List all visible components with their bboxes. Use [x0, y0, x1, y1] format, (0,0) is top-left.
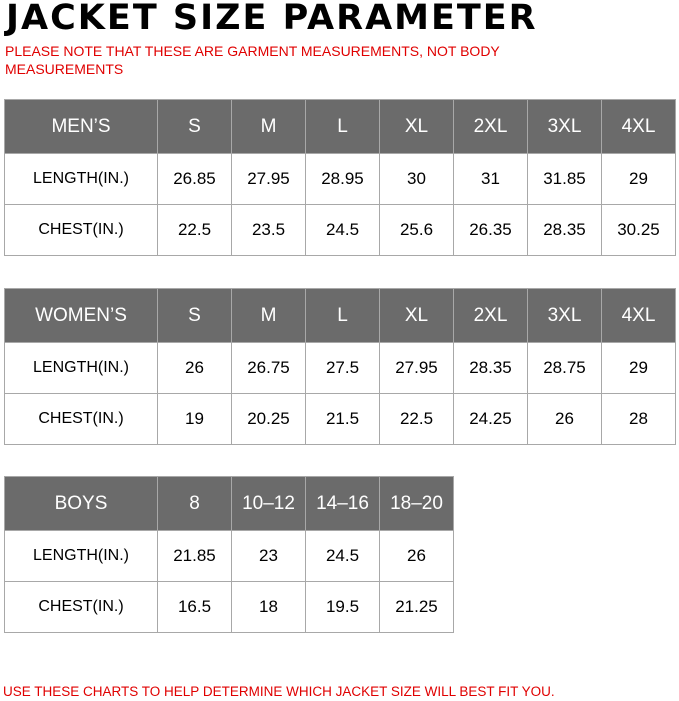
size-header: M: [232, 289, 306, 343]
table-cell: 18: [232, 582, 306, 633]
table-row: [5, 582, 454, 633]
table-cell: 26: [158, 343, 232, 394]
table-cell: 31: [454, 154, 528, 205]
size-header: 2XL: [454, 289, 528, 343]
table-header-row: [5, 289, 676, 343]
boys-size-table: [4, 476, 454, 633]
table-cell: 19.5: [306, 582, 380, 633]
size-header: XL: [380, 289, 454, 343]
table-cell: 31.85: [528, 154, 602, 205]
size-header: S: [158, 100, 232, 154]
womens-size-table: [4, 288, 676, 445]
size-header: L: [306, 100, 380, 154]
table-header-row: [5, 477, 454, 531]
row-label: CHEST(IN.): [5, 582, 158, 633]
table-cell: 26.75: [232, 343, 306, 394]
table-cell: 27.95: [380, 343, 454, 394]
row-label: LENGTH(IN.): [5, 343, 158, 394]
table-cell: 26.85: [158, 154, 232, 205]
size-header: 4XL: [602, 100, 676, 154]
table-cell: 30: [380, 154, 454, 205]
size-header: 3XL: [528, 100, 602, 154]
table-cell: 16.5: [158, 582, 232, 633]
mens-size-table: [4, 99, 676, 256]
size-header: M: [232, 100, 306, 154]
table-cell: 26: [380, 531, 454, 582]
size-header: S: [158, 289, 232, 343]
table-cell: 22.5: [158, 205, 232, 256]
table-cell: 30.25: [602, 205, 676, 256]
size-header: 3XL: [528, 289, 602, 343]
table-header-label: BOYS: [5, 477, 158, 531]
table-cell: 21.85: [158, 531, 232, 582]
row-label: CHEST(IN.): [5, 205, 158, 256]
table-cell: 28: [602, 394, 676, 445]
table-cell: 23: [232, 531, 306, 582]
table-cell: 29: [602, 343, 676, 394]
table-cell: 27.95: [232, 154, 306, 205]
table-cell: 24.5: [306, 205, 380, 256]
row-label: CHEST(IN.): [5, 394, 158, 445]
table-row: [5, 343, 676, 394]
table-cell: 24.25: [454, 394, 528, 445]
row-label: LENGTH(IN.): [5, 531, 158, 582]
size-header: 10–12: [232, 477, 306, 531]
table-cell: 26.35: [454, 205, 528, 256]
measurement-note: PLEASE NOTE THAT THESE ARE GARMENT MEASUREMENTS, NOT BODY MEASUREMENTS: [5, 43, 500, 77]
table-header-label: WOMEN’S: [5, 289, 158, 343]
table-cell: 26: [528, 394, 602, 445]
table-header-label: MEN’S: [5, 100, 158, 154]
table-cell: 20.25: [232, 394, 306, 445]
table-cell: 28.95: [306, 154, 380, 205]
table-cell: 22.5: [380, 394, 454, 445]
size-header: L: [306, 289, 380, 343]
table-cell: 25.6: [380, 205, 454, 256]
size-header: 2XL: [454, 100, 528, 154]
size-header: 8: [158, 477, 232, 531]
footer-note: USE THESE CHARTS TO HELP DETERMINE WHICH JACKET SIZE WILL BEST FIT YOU.: [3, 684, 555, 699]
table-header-row: [5, 100, 676, 154]
table-cell: 29: [602, 154, 676, 205]
table-row: [5, 154, 676, 205]
size-header: 14–16: [306, 477, 380, 531]
size-header: 18–20: [380, 477, 454, 531]
table-cell: 27.5: [306, 343, 380, 394]
size-header: XL: [380, 100, 454, 154]
table-cell: 21.25: [380, 582, 454, 633]
table-cell: 28.35: [528, 205, 602, 256]
page-title: JACKET SIZE PARAMETER: [6, 0, 538, 38]
row-label: LENGTH(IN.): [5, 154, 158, 205]
table-row: [5, 531, 454, 582]
table-cell: 24.5: [306, 531, 380, 582]
table-cell: 28.75: [528, 343, 602, 394]
table-cell: 23.5: [232, 205, 306, 256]
table-cell: 21.5: [306, 394, 380, 445]
table-cell: 28.35: [454, 343, 528, 394]
table-row: [5, 205, 676, 256]
table-cell: 19: [158, 394, 232, 445]
table-row: [5, 394, 676, 445]
size-header: 4XL: [602, 289, 676, 343]
